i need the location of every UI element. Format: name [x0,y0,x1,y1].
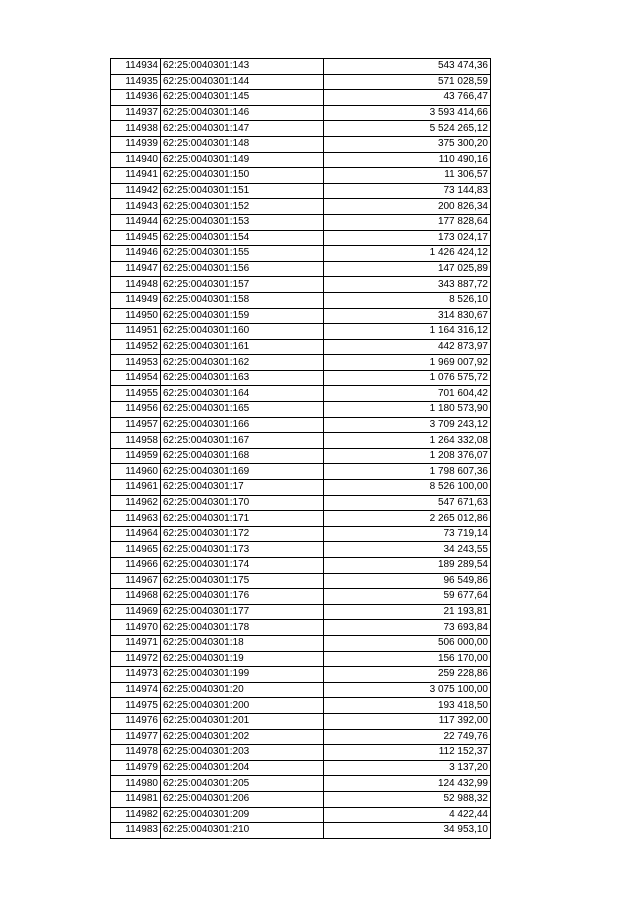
cadastral-number-cell: 62:25:0040301:209 [161,807,324,823]
cadastral-value-cell: 34 953,10 [324,823,491,839]
row-number-cell: 114956 [111,402,161,418]
table-row [111,823,491,839]
row-number-cell: 114966 [111,558,161,574]
cadastral-number-cell: 62:25:0040301:154 [161,230,324,246]
cadastral-value-cell: 96 549,86 [324,573,491,589]
cadastral-number-cell: 62:25:0040301:153 [161,214,324,230]
cadastral-value-cell: 5 524 265,12 [324,121,491,137]
cadastral-value-cell: 147 025,89 [324,261,491,277]
cadastral-value-cell: 1 164 316,12 [324,324,491,340]
table-row [111,339,491,355]
cadastral-number-cell: 62:25:0040301:20 [161,682,324,698]
cadastral-value-cell: 73 144,83 [324,183,491,199]
row-number-cell: 114971 [111,635,161,651]
cadastral-number-cell: 62:25:0040301:161 [161,339,324,355]
cadastral-value-cell: 571 028,59 [324,74,491,90]
cadastral-number-cell: 62:25:0040301:177 [161,604,324,620]
row-number-cell: 114954 [111,370,161,386]
cadastral-number-cell: 62:25:0040301:165 [161,402,324,418]
row-number-cell: 114951 [111,324,161,340]
row-number-cell: 114983 [111,823,161,839]
table-row [111,573,491,589]
cadastral-number-cell: 62:25:0040301:149 [161,152,324,168]
table-row [111,511,491,527]
cadastral-value-cell: 156 170,00 [324,651,491,667]
row-number-cell: 114949 [111,292,161,308]
cadastral-number-cell: 62:25:0040301:158 [161,292,324,308]
row-number-cell: 114935 [111,74,161,90]
table-row [111,558,491,574]
cadastral-number-cell: 62:25:0040301:147 [161,121,324,137]
cadastral-value-cell: 124 432,99 [324,776,491,792]
row-number-cell: 114939 [111,136,161,152]
cadastral-value-cell: 547 671,63 [324,495,491,511]
cadastral-number-cell: 62:25:0040301:156 [161,261,324,277]
row-number-cell: 114945 [111,230,161,246]
cadastral-value-cell: 1 076 575,72 [324,370,491,386]
table-row [111,589,491,605]
table-row [111,776,491,792]
table-row [111,308,491,324]
cadastral-number-cell: 62:25:0040301:151 [161,183,324,199]
cadastral-value-cell: 1 180 573,90 [324,402,491,418]
cadastral-number-cell: 62:25:0040301:152 [161,199,324,215]
row-number-cell: 114946 [111,246,161,262]
table-row [111,386,491,402]
row-number-cell: 114961 [111,480,161,496]
table-row [111,214,491,230]
row-number-cell: 114972 [111,651,161,667]
row-number-cell: 114947 [111,261,161,277]
row-number-cell: 114940 [111,152,161,168]
row-number-cell: 114969 [111,604,161,620]
cadastral-value-cell: 52 988,32 [324,791,491,807]
cadastral-value-cell: 193 418,50 [324,698,491,714]
row-number-cell: 114967 [111,573,161,589]
table-row [111,90,491,106]
row-number-cell: 114934 [111,59,161,75]
table-row [111,417,491,433]
row-number-cell: 114976 [111,713,161,729]
table-row [111,370,491,386]
table-row [111,402,491,418]
table-row [111,682,491,698]
cadastral-number-cell: 62:25:0040301:168 [161,448,324,464]
cadastral-value-cell: 3 137,20 [324,760,491,776]
table-row [111,230,491,246]
cadastral-value-cell: 543 474,36 [324,59,491,75]
cadastral-number-cell: 62:25:0040301:162 [161,355,324,371]
row-number-cell: 114936 [111,90,161,106]
cadastral-value-cell: 442 873,97 [324,339,491,355]
cadastral-number-cell: 62:25:0040301:164 [161,386,324,402]
table-row [111,121,491,137]
cadastral-value-cell: 314 830,67 [324,308,491,324]
cadastral-value-cell: 506 000,00 [324,635,491,651]
table-row [111,635,491,651]
table-row [111,807,491,823]
cadastral-value-cell: 177 828,64 [324,214,491,230]
row-number-cell: 114953 [111,355,161,371]
table-row [111,464,491,480]
cadastral-number-cell: 62:25:0040301:144 [161,74,324,90]
cadastral-number-cell: 62:25:0040301:163 [161,370,324,386]
row-number-cell: 114941 [111,168,161,184]
cadastral-value-cell: 1 969 007,92 [324,355,491,371]
row-number-cell: 114942 [111,183,161,199]
cadastral-number-cell: 62:25:0040301:150 [161,168,324,184]
cadastral-value-cell: 73 693,84 [324,620,491,636]
cadastral-value-cell: 1 264 332,08 [324,433,491,449]
cadastral-number-cell: 62:25:0040301:206 [161,791,324,807]
table-row [111,59,491,75]
cadastral-value-cell: 8 526,10 [324,292,491,308]
table-row [111,542,491,558]
cadastral-number-cell: 62:25:0040301:155 [161,246,324,262]
table-row [111,277,491,293]
table-row [111,604,491,620]
row-number-cell: 114955 [111,386,161,402]
row-number-cell: 114975 [111,698,161,714]
table-row [111,168,491,184]
cadastral-value-cell: 3 709 243,12 [324,417,491,433]
row-number-cell: 114937 [111,105,161,121]
row-number-cell: 114952 [111,339,161,355]
row-number-cell: 114959 [111,448,161,464]
row-number-cell: 114978 [111,745,161,761]
cadastral-value-cell: 21 193,81 [324,604,491,620]
table-row [111,526,491,542]
row-number-cell: 114944 [111,214,161,230]
cadastral-value-cell: 375 300,20 [324,136,491,152]
row-number-cell: 114965 [111,542,161,558]
cadastral-number-cell: 62:25:0040301:159 [161,308,324,324]
row-number-cell: 114968 [111,589,161,605]
row-number-cell: 114962 [111,495,161,511]
row-number-cell: 114977 [111,729,161,745]
cadastral-value-cell: 112 152,37 [324,745,491,761]
cadastral-number-cell: 62:25:0040301:145 [161,90,324,106]
row-number-cell: 114979 [111,760,161,776]
cadastral-number-cell: 62:25:0040301:171 [161,511,324,527]
row-number-cell: 114960 [111,464,161,480]
cadastral-value-cell: 343 887,72 [324,277,491,293]
cadastral-number-cell: 62:25:0040301:178 [161,620,324,636]
row-number-cell: 114963 [111,511,161,527]
cadastral-number-cell: 62:25:0040301:166 [161,417,324,433]
cadastral-value-table [110,58,491,839]
cadastral-number-cell: 62:25:0040301:169 [161,464,324,480]
table-row [111,729,491,745]
cadastral-number-cell: 62:25:0040301:148 [161,136,324,152]
cadastral-number-cell: 62:25:0040301:19 [161,651,324,667]
table-row [111,791,491,807]
cadastral-value-cell: 11 306,57 [324,168,491,184]
cadastral-value-cell: 173 024,17 [324,230,491,246]
row-number-cell: 114981 [111,791,161,807]
table-row [111,136,491,152]
cadastral-value-cell: 73 719,14 [324,526,491,542]
cadastral-number-cell: 62:25:0040301:173 [161,542,324,558]
cadastral-number-cell: 62:25:0040301:170 [161,495,324,511]
cadastral-value-cell: 1 798 607,36 [324,464,491,480]
row-number-cell: 114943 [111,199,161,215]
table-row [111,324,491,340]
cadastral-number-cell: 62:25:0040301:205 [161,776,324,792]
cadastral-number-cell: 62:25:0040301:160 [161,324,324,340]
cadastral-number-cell: 62:25:0040301:176 [161,589,324,605]
row-number-cell: 114970 [111,620,161,636]
table-row [111,480,491,496]
table-row [111,355,491,371]
cadastral-number-cell: 62:25:0040301:174 [161,558,324,574]
cadastral-number-cell: 62:25:0040301:146 [161,105,324,121]
table-row [111,261,491,277]
cadastral-number-cell: 62:25:0040301:172 [161,526,324,542]
cadastral-value-cell: 22 749,76 [324,729,491,745]
cadastral-value-cell: 189 289,54 [324,558,491,574]
table-body [111,59,491,839]
cadastral-number-cell: 62:25:0040301:157 [161,277,324,293]
cadastral-value-cell: 2 265 012,86 [324,511,491,527]
row-number-cell: 114973 [111,667,161,683]
row-number-cell: 114964 [111,526,161,542]
row-number-cell: 114950 [111,308,161,324]
cadastral-value-cell: 8 526 100,00 [324,480,491,496]
cadastral-value-cell: 117 392,00 [324,713,491,729]
cadastral-value-cell: 1 426 424,12 [324,246,491,262]
cadastral-number-cell: 62:25:0040301:175 [161,573,324,589]
row-number-cell: 114982 [111,807,161,823]
cadastral-number-cell: 62:25:0040301:199 [161,667,324,683]
table-row [111,667,491,683]
cadastral-value-cell: 701 604,42 [324,386,491,402]
table-row [111,651,491,667]
row-number-cell: 114948 [111,277,161,293]
cadastral-number-cell: 62:25:0040301:202 [161,729,324,745]
cadastral-value-cell: 1 208 376,07 [324,448,491,464]
cadastral-number-cell: 62:25:0040301:204 [161,760,324,776]
cadastral-number-cell: 62:25:0040301:201 [161,713,324,729]
cadastral-value-cell: 4 422,44 [324,807,491,823]
table-row [111,495,491,511]
table-row [111,152,491,168]
cadastral-number-cell: 62:25:0040301:17 [161,480,324,496]
cadastral-value-cell: 3 593 414,66 [324,105,491,121]
table-row [111,745,491,761]
table-row [111,433,491,449]
row-number-cell: 114957 [111,417,161,433]
table-row [111,448,491,464]
cadastral-number-cell: 62:25:0040301:203 [161,745,324,761]
table-row [111,620,491,636]
row-number-cell: 114980 [111,776,161,792]
cadastral-number-cell: 62:25:0040301:18 [161,635,324,651]
table-row [111,698,491,714]
row-number-cell: 114958 [111,433,161,449]
table-row [111,105,491,121]
table-row [111,292,491,308]
table-row [111,246,491,262]
cadastral-number-cell: 62:25:0040301:210 [161,823,324,839]
cadastral-value-cell: 259 228,86 [324,667,491,683]
table-row [111,760,491,776]
cadastral-number-cell: 62:25:0040301:200 [161,698,324,714]
row-number-cell: 114938 [111,121,161,137]
cadastral-value-cell: 3 075 100,00 [324,682,491,698]
cadastral-value-cell: 110 490,16 [324,152,491,168]
table-row [111,183,491,199]
cadastral-number-cell: 62:25:0040301:167 [161,433,324,449]
table-row [111,199,491,215]
table-row [111,713,491,729]
cadastral-value-cell: 43 766,47 [324,90,491,106]
cadastral-number-cell: 62:25:0040301:143 [161,59,324,75]
table-row [111,74,491,90]
cadastral-value-cell: 34 243,55 [324,542,491,558]
cadastral-value-cell: 59 677,64 [324,589,491,605]
cadastral-value-cell: 200 826,34 [324,199,491,215]
row-number-cell: 114974 [111,682,161,698]
